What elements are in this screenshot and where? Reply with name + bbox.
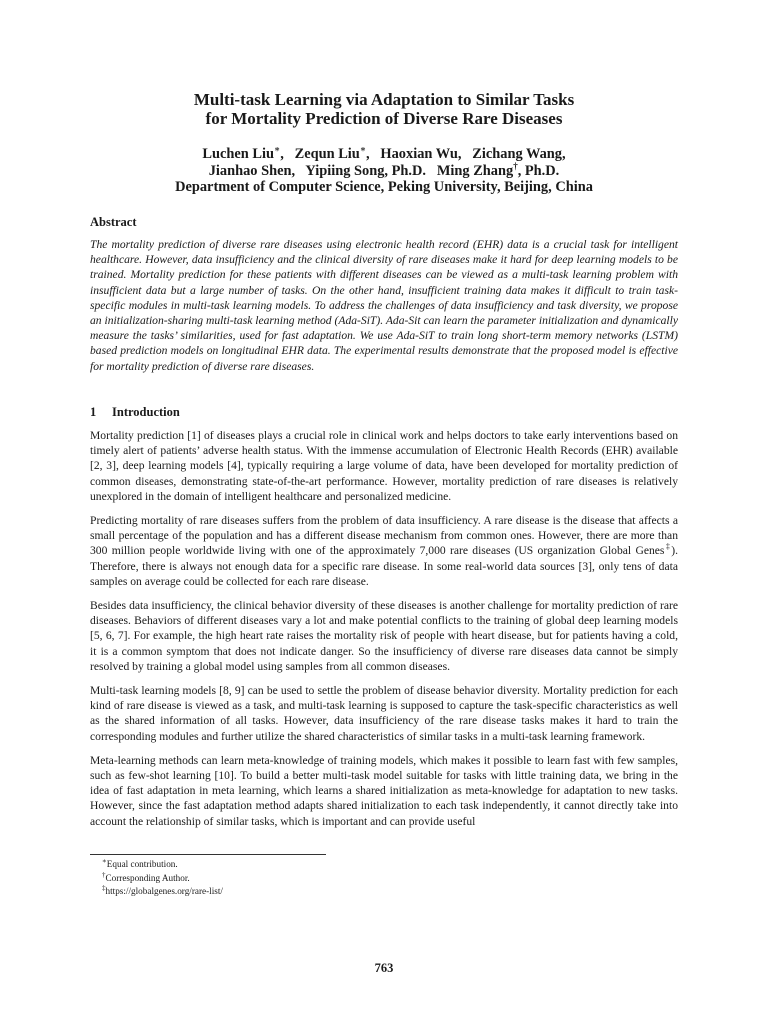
authors-line-2	[0, 160, 768, 180]
footnote-link[interactable]: https://globalgenes.org/rare-list/	[105, 886, 223, 896]
footnotes	[102, 858, 223, 899]
footnote-mark: †	[102, 870, 106, 879]
author-name: Yipiing Song, Ph.D.	[305, 162, 427, 179]
footnote-mark: ‡	[102, 884, 106, 892]
abstract-heading: Abstract	[90, 215, 137, 229]
author-suffix: , Ph.D.	[517, 162, 560, 179]
title-line-2: for Mortality Prediction of Diverse Rare Diseases	[205, 109, 563, 128]
author-name: Haoxian Wu	[380, 146, 458, 162]
authors-line-1: Luchen Liu∗, Zequn Liu∗, Haoxian Wu, Zichang Wang,	[202, 144, 566, 162]
author-mark: †	[513, 160, 518, 171]
title-line-1: Multi-task Learning via Adaptation to Similar Tasks	[193, 90, 575, 109]
author-mark: ∗	[359, 144, 367, 154]
paragraph: Mortality prediction [1] of diseases plays a crucial role in clinical work and helps doctors to take early interventions based on timely alert of patients’ adverse health status. With the immense accumulation of Electronic Health Records (EHR) available [2, 3], deep learning models [4], typically requiring a large volume of data, have been developed for mortality prediction of common diseases, demonstrating state-of-the-art performance. However, mortality prediction of rare diseases is relatively unexplored in the domain of intelligent healthcare and personalized medicine.	[90, 429, 678, 503]
footnote-rule	[90, 854, 326, 855]
section-number: 1	[90, 405, 97, 419]
affiliation: Department of Computer Science, Peking University, Beijing, China	[175, 179, 593, 195]
author-mark: ∗	[274, 144, 281, 154]
footnote	[102, 885, 223, 899]
paragraph: Meta-learning methods can learn meta-knowledge of training models, which makes it possible to learn fast with few samples, such as few-shot learning [10]. To build a better multi-task model suitable for tasks with little training data, we bring in the idea of fast adaptation in meta learning, which learns a shared initialization as meta-knowledge for adaptation to new tasks. However, since the fast adaptation method adapts shared initialization to each task independently, it cannot directly take into account the relationship of similar tasks, which is important and can provide useful	[90, 753, 678, 828]
page-number: 763	[374, 961, 394, 975]
abstract-text: The mortality prediction of diverse rare diseases using electronic health record (EHR) data is a crucial task for intelligent healthcare. However, data insufficiency and the clinical diversity of rare diseases make it hard for deep learning models to be trained. Mortality prediction for these patients with different diseases can be viewed as a multi-task learning problem with insufficient data but a large number of tasks. On the other hand, insufficient training data makes it difficult to train task-specific modules in multi-task learning models. To address the challenges of data insufficiency and task diversity, we propose an initialization-sharing multi-task learning method (Ada-SiT). Ada-Sit can learn the parameter initialization and dynamically measure the tasks’ similarities, used for fast adaptation. We use Ada-SiT to train long short-term memory networks (LSTM) based prediction models on longitudinal EHR data. The experimental results demonstrate that the proposed model is effective for mortality prediction of diverse rare diseases.	[90, 238, 678, 373]
footnote-text: Equal contribution.	[106, 859, 178, 869]
paragraph: Multi-task learning models [8, 9] can be used to settle the problem of disease behavior diversity. Mortality prediction for each kind of rare disease is viewed as a task, and multi-task learning is supposed to capture the task-specific characteristics as well as the shared information of all tasks. However, data insufficiency of the rare disease tasks makes it hard to train the corresponding modules and further utilize the shared characteristics of similar tasks in a multi-task learning framework.	[90, 684, 678, 743]
footnote-mark: ∗	[102, 857, 107, 865]
section-heading	[90, 405, 180, 420]
body-text	[90, 428, 678, 838]
footnote-ref: ‡	[664, 542, 672, 552]
paragraph-text: Predicting mortality of rare diseases suffers from the problem of data insufficiency. A rare disease is the disease that affects a small percentage of the population and has a different disease mechanism from common ones. However, there are more than 300 million people worldwide living with one of the approximately 7,000 rare diseases (US organization Global Genes	[90, 514, 678, 558]
paragraph-text: ). Therefore, there is always not enough data for a specific rare disease. In some real-world data sources [3], only tens of data samples on average could be collected for each rare disease.	[90, 544, 678, 588]
author-name: Zichang Wang,	[472, 146, 566, 162]
author-name: Jianhao Shen,	[208, 162, 296, 179]
author-name: Ming Zhang	[436, 162, 514, 179]
paper-title	[0, 90, 768, 128]
author-name: Luchen Liu	[202, 146, 274, 162]
paragraph: Besides data insufficiency, the clinical behavior diversity of these diseases is another challenge for mortality prediction of rare diseases. Behaviors of different diseases vary a lot and make potential conflicts to the training of global deep learning models [5, 6, 7]. For example, the high heart rate raises the mortality risk of people with heart disease, but for patients having a cold, it is a common symptom that does not indicate danger. So the insufficiency of diverse rare diseases data cannot be simply resolved by training a global model using samples from all common diseases.	[90, 599, 678, 673]
footnote	[102, 872, 223, 886]
author-block	[0, 146, 768, 196]
paragraph	[90, 513, 678, 589]
footnote-text: Corresponding Author.	[105, 872, 190, 883]
author-name: Zequn Liu	[294, 146, 360, 162]
footnote	[102, 858, 223, 872]
section-title: Introduction	[112, 405, 180, 419]
